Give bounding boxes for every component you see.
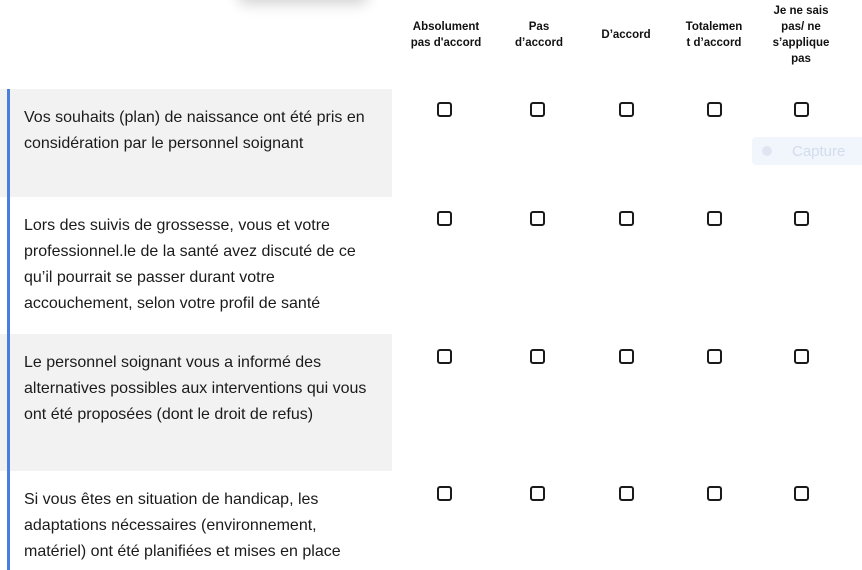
checkbox-row3-totalement-daccord[interactable] <box>707 349 722 364</box>
question-text-3: Le personnel soignant vous a informé des alternatives possibles aux interventions qui vous ont été proposées (dont le droit de refus) <box>24 354 367 423</box>
checkbox-row1-absolument-pas-daccord[interactable] <box>437 102 452 117</box>
checkbox-row2-pas-daccord[interactable] <box>530 211 545 226</box>
row-accent-bar <box>7 89 10 197</box>
checkbox-row3-ne-sais-pas[interactable] <box>794 349 809 364</box>
question-row-1 <box>0 89 392 197</box>
capture-button[interactable] <box>752 137 862 165</box>
checkbox-row1-pas-daccord[interactable] <box>530 102 545 117</box>
checkbox-row4-daccord[interactable] <box>619 486 634 501</box>
question-row-4 <box>0 471 392 570</box>
row-accent-bar <box>7 197 10 334</box>
row-accent-bar <box>7 471 10 570</box>
checkbox-row4-absolument-pas-daccord[interactable] <box>437 486 452 501</box>
checkbox-row1-ne-sais-pas[interactable] <box>794 102 809 117</box>
column-header-absolument-pas-daccord: Absolument pas d'accord <box>410 21 482 49</box>
checkbox-row2-absolument-pas-daccord[interactable] <box>437 211 452 226</box>
row-accent-bar <box>7 334 10 471</box>
column-header-totalement-daccord: Totalemen t d’accord <box>685 21 743 49</box>
checkbox-row2-totalement-daccord[interactable] <box>707 211 722 226</box>
question-row-3 <box>0 334 392 471</box>
checkbox-row4-pas-daccord[interactable] <box>530 486 545 501</box>
question-text-1: Vos souhaits (plan) de naissance ont été pris en considération par le personnel soignant <box>24 109 365 152</box>
capture-label: Capture <box>792 142 846 160</box>
checkbox-row3-absolument-pas-daccord[interactable] <box>437 349 452 364</box>
checkbox-row4-totalement-daccord[interactable] <box>707 486 722 501</box>
column-header-ne-sais-pas: Je ne sais pas/ ne s’applique pas <box>772 5 830 65</box>
column-header-pas-daccord: Pas d’accord <box>515 21 563 49</box>
checkbox-row2-ne-sais-pas[interactable] <box>794 211 809 226</box>
checkbox-row3-pas-daccord[interactable] <box>530 349 545 364</box>
question-text-2: Lors des suivis de grossesse, vous et votre professionnel.le de la santé avez discuté de ce qu’il pourrait se passer durant votre accouchement, selon votre profil de santé <box>24 217 356 312</box>
question-row-2 <box>0 197 392 334</box>
checkbox-row3-daccord[interactable] <box>619 349 634 364</box>
column-header-daccord: D’accord <box>601 29 651 41</box>
checkbox-row4-ne-sais-pas[interactable] <box>794 486 809 501</box>
checkbox-row1-daccord[interactable] <box>619 102 634 117</box>
checkbox-row2-daccord[interactable] <box>619 211 634 226</box>
checkbox-row1-totalement-daccord[interactable] <box>707 102 722 117</box>
question-text-4: Si vous êtes en situation de handicap, les adaptations nécessaires (environnement, matériel) ont été planifiées et mises en place <box>24 491 341 560</box>
record-dot-icon <box>762 146 772 156</box>
